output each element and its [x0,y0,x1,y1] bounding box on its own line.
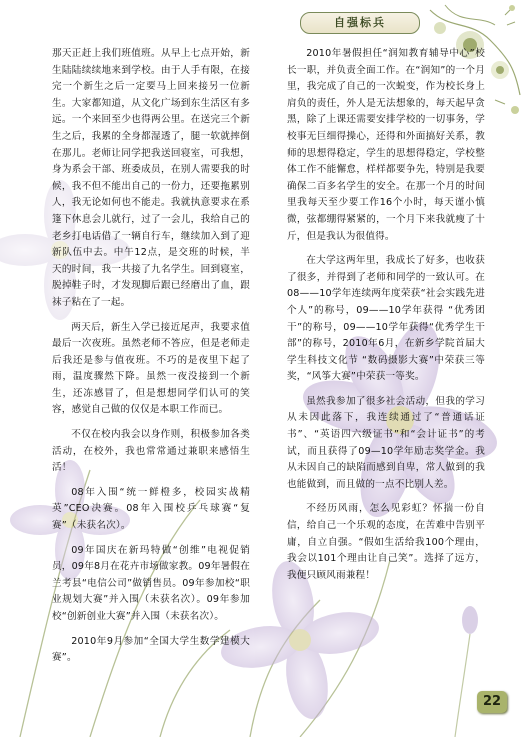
paragraph: 在大学这两年里，我成长了好多，也收获了很多，并得到了老师和同学的一致认可。在08——10学年连续两年度荣获“社会实践先进个人”的称号，09——10学年获得 “优秀团干”的称号，09——10学年获得“优秀学生干部”的称号，2010年6月，在新乡学院首届大学生科技文化节 “数码摄影大赛”中荣获三等奖，“风筝大赛”中荣获一等奖。 [287,255,485,383]
paragraph: 不仅在校内我会以身作则，积极参加各类活动，在校外，我也常常通过兼职来感悟生活！ [52,429,250,474]
paragraph: 不经历风雨，怎么见彩虹？怀揣一份自信，给自己一个乐观的态度，在苦难中告别平庸，自立自强。“假如生活给我100个理由，我会以101个理由让自己笑”。选择了远方，我便只顾风雨兼程！ [287,503,485,581]
paragraph: 2010年暑假担任“润知教育辅导中心”校长一职，并负责全面工作。在“润知”的一个月里，我完成了自己的一次蜕变，作为校长身上肩负的责任，外人是无法想象的，每天起早贪黑，除了上课还需要安排学校的一切事务，学校事无巨细得操心，还得和外面搞好关系，教师的思想得稳定，学生的思想得稳定，学校整体工作不能懈怠，样样都要争先，特别是我要确保二百多名学生的安全。在那一个月的时间里我每天至少要工作16个小时，每天谨小慎微，弦都绷得紧紧的，一个月下来我就瘦了十斤，但是我认为很值得。 [287,48,485,242]
left-column [52,46,250,675]
paragraph: 虽然我参加了很多社会活动，但我的学习从未因此落下，我连续通过了“普通话证书”、“英语四六级证书”和“会计证书”的考试，而且获得了09—10学年励志奖学金。我从未因自己的缺陷而感到自卑，常人做到的我也能做到，而且做的一点不比别人差。 [287,395,485,490]
right-column [287,46,485,592]
paragraph: 09年国庆在新玛特做“创维”电视促销员，09年8月在花卉市场做家教。09年暑假在兰考县“电信公司”做销售员。09年参加校“职业规划大赛”并入围（未获名次）。09年参加校“创新创业大赛”并入围（未获名次）。 [52,544,251,622]
page-number: 22 [477,691,507,713]
paragraph: 08年入围“统一鲜橙多，校园实战精英”CEO决赛。08年入围校乒乓球赛“复赛”（未获名次）。 [52,486,250,532]
paragraph: 两天后，新生入学已接近尾声，我要求值最后一次夜班。虽然老师不答应，但是老师走后我还是参与值夜班。不巧的是夜里下起了雨，温度骤然下降。虽然一夜没接到一个新生，还冻感冒了，但是想想同学们认可的笑容，感觉自己做的仅仅是本职工作而已。 [52,321,250,416]
paragraph: 2010年9月参加“全国大学生数学建模大赛”。 [52,635,250,664]
section-header-tag: 自强标兵 [300,12,420,34]
paragraph: 那天正赶上我们班值班。从早上七点开始，新生陆陆续续地来到学校。由于人手有限，在接完一个新生之后一定要马上回来接另一位新生。大家都知道，从文化广场到东生活区有多远。一个来回至少也得两公里。在送完三个新生之后，我累的全身都湿透了，腿一软就摔倒在那儿。老师让同学把我送回寝室，可我想，身为系会干部、班委成员，在别人需要我的时候，我不但不能出自己的一份力，还要拖累别人，我无论如何也不能走。我就执意要求在系篷下休息会儿就行，过了一会儿，我给自己的老乡打电话借了一辆自行车，继续加入到了迎新队伍中去。中午12点，是交班的时候，半天的时间，我一共接了九名学生。回到寝室，脱掉鞋子时，才发现脚后跟已经磨出了血，跟袜子粘在了一起。 [52,48,250,308]
flower-bud-icon [455,606,478,737]
